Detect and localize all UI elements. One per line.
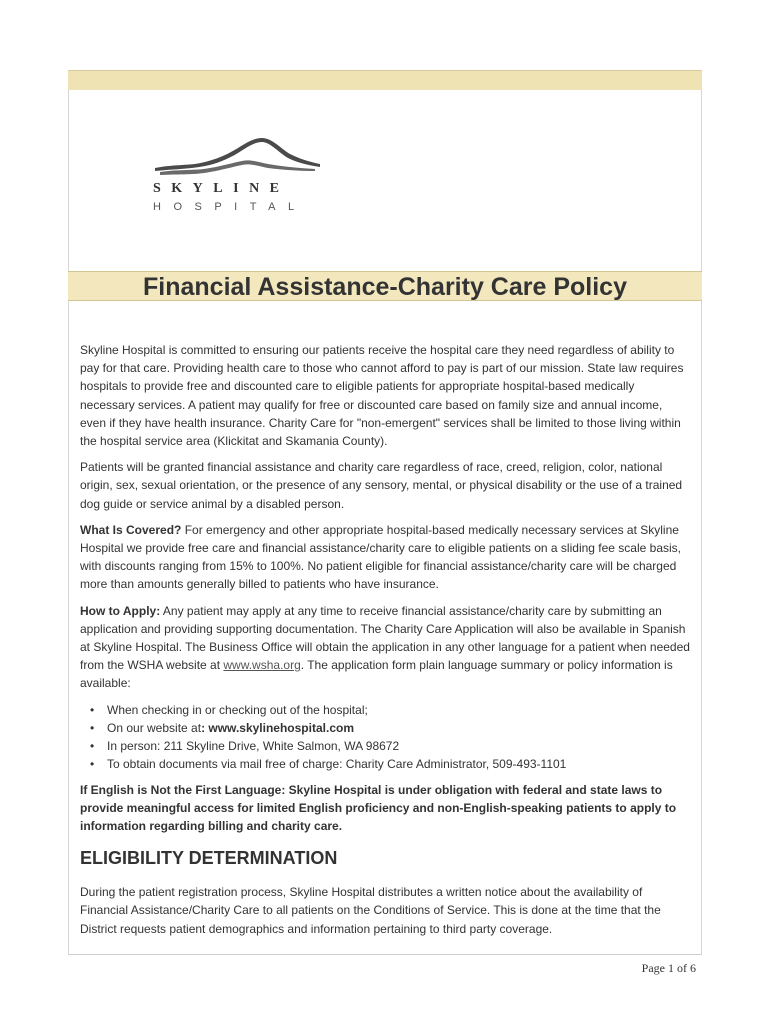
- how-to-apply-text-b: . The application form plain language summary or policy information is available:: [80, 658, 673, 691]
- eligibility-paragraph: During the patient registration process, Skyline Hospital distributes a written notice about the availability of Financial Assistance/Charity Care to all patients on the Conditions of Service. This is done at the time that the District requests patient demographics and information pertaining to third party coverage.: [80, 885, 661, 936]
- list-item: • In person: 211 Skyline Drive, White Salmon, WA 98672: [90, 737, 690, 755]
- website-url: : www.skylinehospital.com: [201, 720, 354, 735]
- page-number: Page 1 of 6: [641, 961, 696, 975]
- availability-list: [80, 701, 690, 773]
- footer-divider: [68, 954, 702, 955]
- nondiscrimination-paragraph: Patients will be granted financial assistance and charity care regardless of race, creed, religion, color, national origin, sex, sexual orientation, or the presence of any sensory, mental, or physical disability or the use of a trained dog guide or service animal by a disabled person.: [80, 460, 683, 511]
- how-to-apply-paragraph: [80, 602, 690, 693]
- section-heading-eligibility: ELIGIBILITY DETERMINATION: [80, 848, 338, 869]
- logo-wordmark-skyline: SKYLINE: [153, 181, 290, 196]
- document-title: Financial Assistance-Charity Care Policy: [143, 273, 627, 301]
- header-band: [68, 70, 702, 90]
- what-is-covered-text: For emergency and other appropriate hospital-based medically necessary services at Skyline Hospital we provide free care and financial assistance/charity care to eligible patients on a sliding fee scale basis, with discounts ranging from 15% to 100%. No patient eligible for financial assistance/charity care will be charged more than amounts generally billed to patients who have insurance.: [80, 522, 681, 592]
- list-item: • When checking in or checking out of the hospital;: [90, 701, 690, 719]
- list-item: • To obtain documents via mail free of charge: Charity Care Administrator, 509-493-1101: [90, 755, 690, 773]
- language-paragraph: If English is Not the First Language: Skyline Hospital is under obligation with federal and state laws to provide meaningful access for limited English proficiency and non-English-speaking patients to apply to information regarding billing and charity care.: [80, 782, 677, 834]
- how-to-apply-label: How to Apply:: [80, 603, 161, 618]
- logo-wordmark-hospital: HOSPITAL: [153, 201, 307, 213]
- what-is-covered-label: What Is Covered?: [80, 522, 182, 537]
- what-is-covered-paragraph: [80, 521, 690, 594]
- how-to-apply-text-a: Any patient may apply at any time to receive financial assistance/charity care by submitting an application and providing supporting documentation. The Charity Care Application will also be available in Spanish at Skyline Hospital. The Business Office will obtain the application in any other language for a patient when needed from the WSHA website at: [80, 603, 690, 673]
- list-item: [90, 719, 690, 737]
- document-body: [80, 341, 690, 946]
- website-prefix: On our website at: [107, 720, 202, 735]
- intro-paragraph: Skyline Hospital is committed to ensuring our patients receive the hospital care they need regardless of ability to pay for that care. Providing health care to those who cannot afford to pay is part of our mission. State law requires hospitals to provide free and discounted care to eligible patients for appropriate hospital-based medically necessary services. A patient may qualify for free or discounted care based on family size and annual income, even if they have health insurance. Charity Care for "non-emergent" services shall be limited to those living within the hospital service area (Klickitat and Skamania County).: [80, 343, 684, 449]
- wsha-link[interactable]: www.wsha.org: [223, 658, 301, 673]
